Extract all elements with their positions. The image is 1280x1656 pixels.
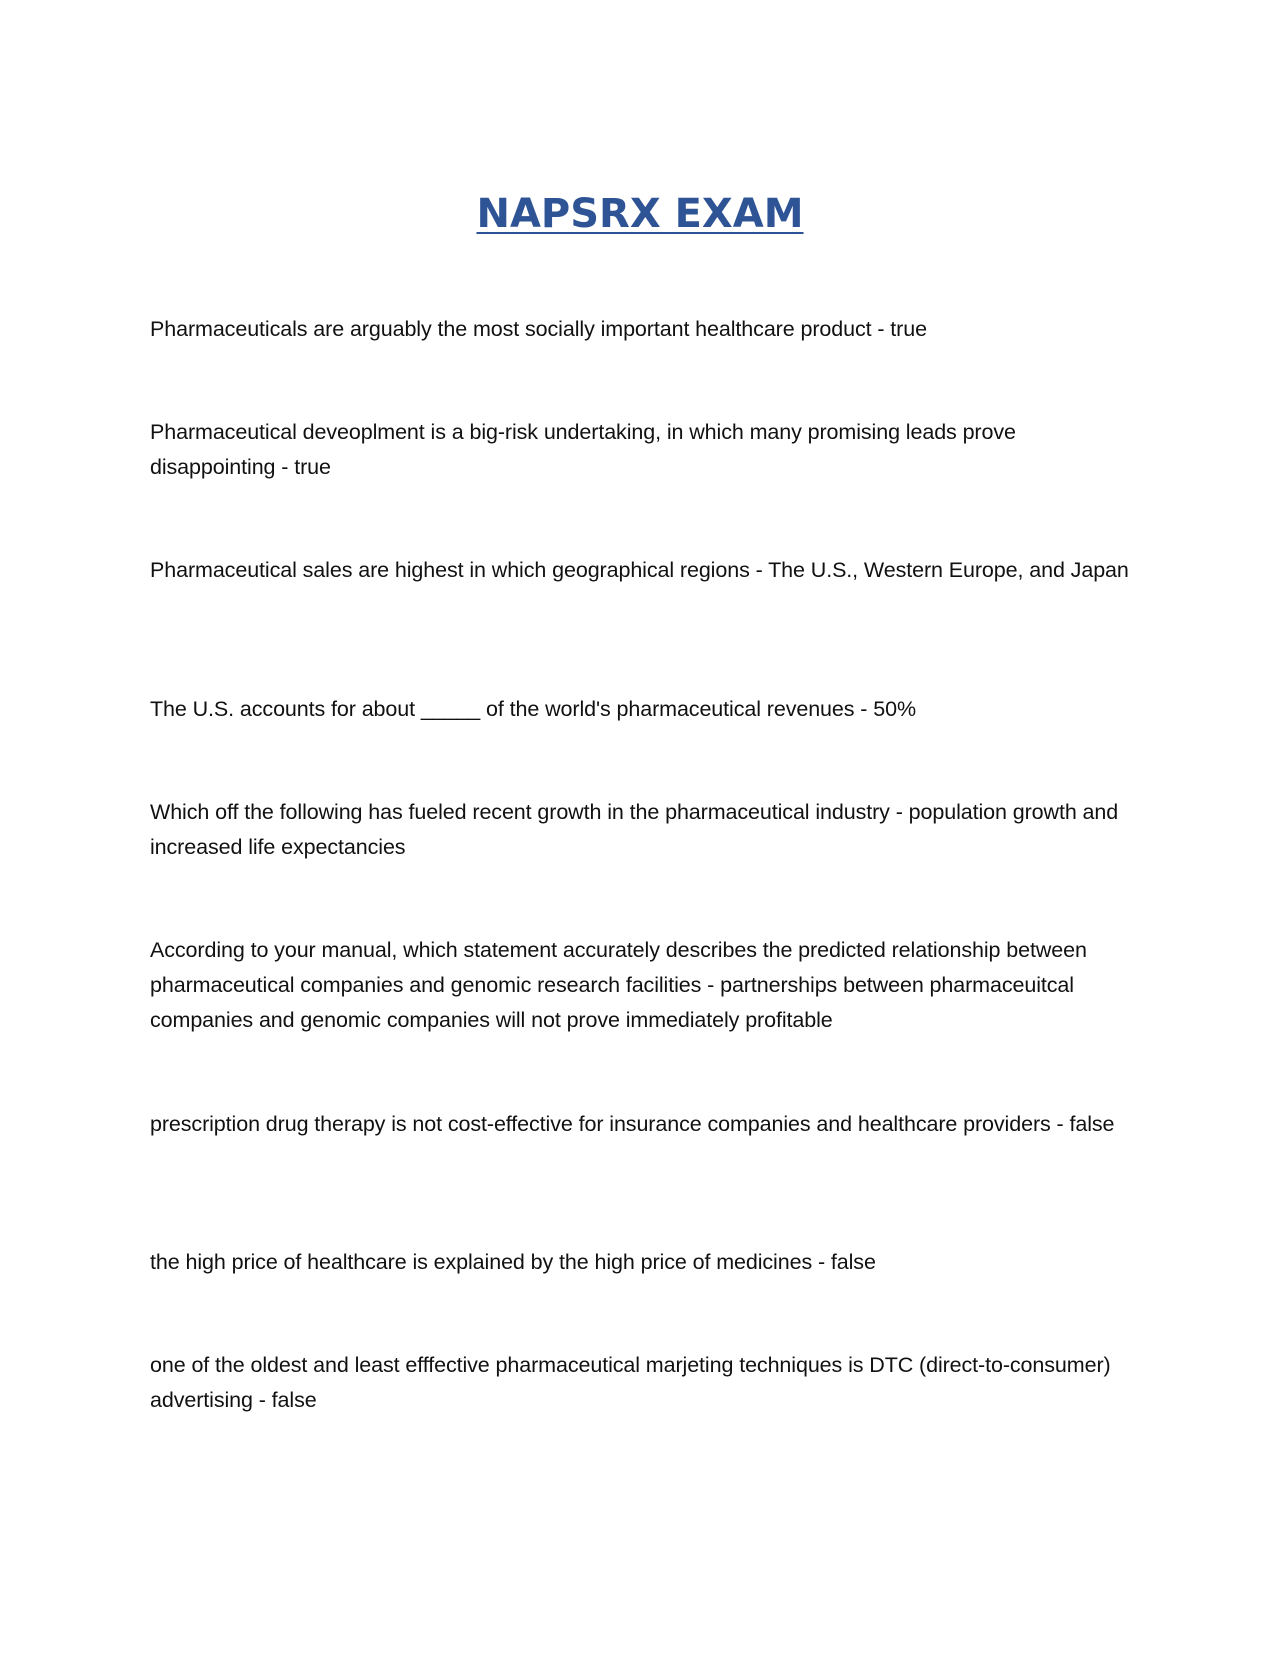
qa-item-5: Which off the following has fueled recent growth in the pharmaceutical industry - population growth and increased life expectancies (150, 800, 1119, 859)
qa-item-3: Pharmaceutical sales are highest in which geographical regions - The U.S., Western Europe, and Japan (150, 558, 1129, 582)
qa-item-8: the high price of healthcare is explained by the high price of medicines - false (150, 1250, 876, 1274)
qa-item-9: one of the oldest and least efffective pharmaceutical marjeting techniques is DTC (direct-to-consumer) advertising - false (150, 1353, 1111, 1412)
qa-item-6: According to your manual, which statement accurately describes the predicted relationship between pharmaceutical companies and genomic research facilities - partnerships between pharmaceuitcal companies and genomic companies will not prove immediately profitable (150, 938, 1087, 1032)
qa-item-7: prescription drug therapy is not cost-effective for insurance companies and healthcare providers - false (150, 1112, 1115, 1136)
document-title: NAPSRX EXAM (476, 191, 804, 237)
qa-item-1: Pharmaceuticals are arguably the most socially important healthcare product - true (150, 317, 927, 341)
qa-item-2: Pharmaceutical deveoplment is a big-risk undertaking, in which many promising leads prove disappointing - true (150, 420, 1016, 479)
qa-item-4: The U.S. accounts for about _____ of the world's pharmaceutical revenues - 50% (150, 697, 916, 721)
